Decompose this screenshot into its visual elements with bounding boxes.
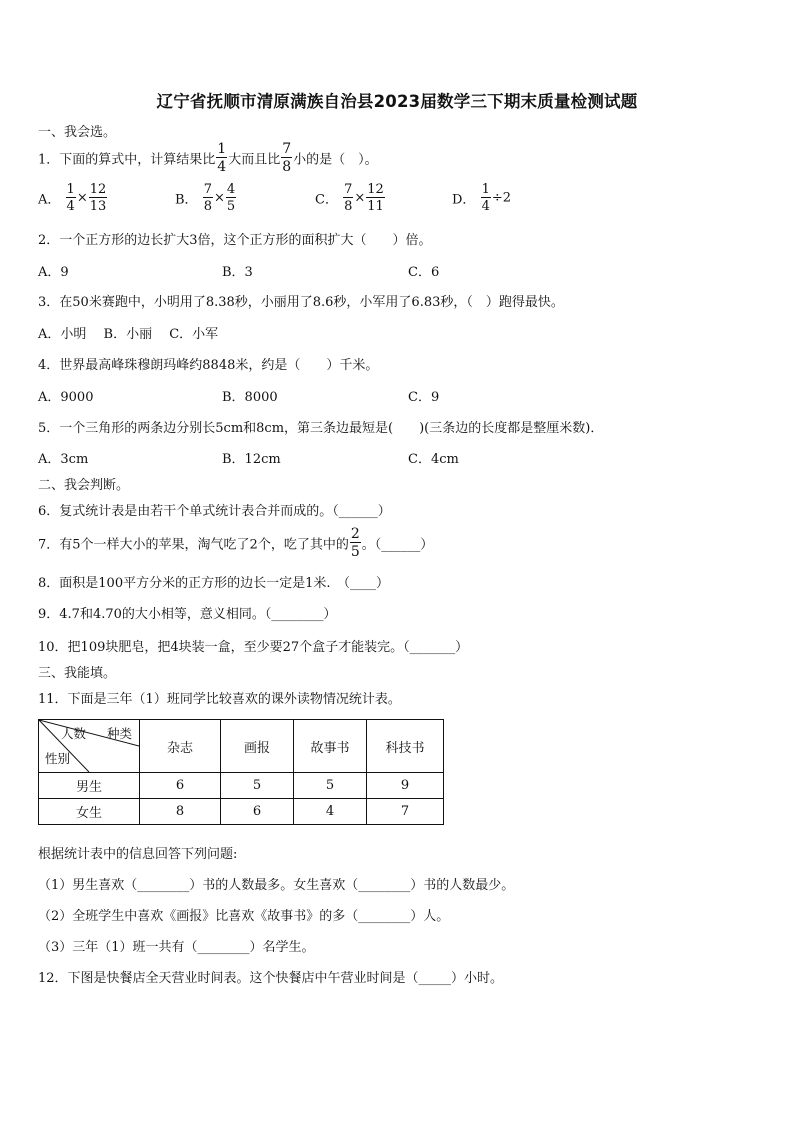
question-2: 2．一个正方形的边长扩大3倍，这个正方形的面积扩大（ ）倍。 [38, 233, 432, 248]
q1-option-b: B． $\frac{7}{8}$ × $\frac{4}{5}$ [175, 182, 236, 214]
question-8: 8．面积是100平方分米的正方形的边长一定是1米. （____） [38, 576, 389, 591]
q4-option-a: A．9000 [38, 390, 94, 405]
q5-option-c: C．4cm [408, 452, 459, 467]
q5-option-a: A．3cm [38, 452, 89, 467]
q11-instruction: 根据统计表中的信息回答下列问题: [38, 847, 238, 862]
q1-option-c: C． $\frac{7}{8}$ × $\frac{12}{11}$ [315, 182, 384, 214]
statistics-table [38, 719, 444, 825]
column-header: 科技书 [367, 720, 444, 773]
question-12: 12．下图是快餐店全天营业时间表。这个快餐店中午营业时间是（_____）小时。 [38, 971, 504, 986]
q11-sub-3: （3）三年（1）班一共有（________）名学生。 [38, 940, 315, 955]
question-11: 11．下面是三年（1）班同学比较喜欢的课外读物情况统计表。 [38, 692, 401, 707]
diag-label-count: 人数 [61, 726, 87, 741]
table-cell: 6 [221, 799, 294, 825]
q11-sub-2: （2）全班学生中喜欢《画报》比喜欢《故事书》的多（________）人。 [38, 909, 450, 924]
table-cell: 5 [221, 773, 294, 799]
question-6: 6．复式统计表是由若干个单式统计表合并而成的。（______） [38, 504, 391, 519]
table-cell: 8 [140, 799, 221, 825]
q2-option-c: C．6 [408, 265, 440, 280]
table-row [39, 799, 444, 825]
column-header: 画报 [221, 720, 294, 773]
q3-options: A．小明 B．小丽 C．小军 [38, 327, 219, 342]
section-heading-1: 一、我会选。 [38, 125, 117, 140]
question-3: 3．在50米赛跑中，小明用了8.38秒，小丽用了8.6秒，小军用了6.83秒，（ ）跑得最快。 [38, 295, 564, 310]
section-heading-3: 三、我能填。 [38, 666, 117, 681]
question-1: 1．下面的算式中，计算结果比 $\frac{1}{4}$ 大而且比 $\frac{7}{8}$ 小的是（ ）。 [38, 141, 378, 175]
column-header: 杂志 [140, 720, 221, 773]
fraction: $\frac{1}{4}$ [217, 141, 227, 175]
q1-option-d: D． $\frac{1}{4}$ ÷2 [452, 182, 512, 214]
column-header: 故事书 [294, 720, 367, 773]
q4-option-c: C．9 [408, 390, 440, 405]
row-label: 男生 [39, 773, 140, 799]
q2-option-b: B．3 [222, 265, 253, 280]
q1-option-a: A． $\frac{1}{4}$ × $\frac{12}{13}$ [38, 182, 107, 214]
question-9: 9．4.7和4.70的大小相等，意义相同。（________） [38, 607, 337, 622]
fraction: $\frac{7}{8}$ [282, 141, 292, 175]
fraction: $\frac{2}{5}$ [350, 526, 360, 560]
q11-sub-1: （1）男生喜欢（________）书的人数最多。女生喜欢（________）书的人数最少。 [38, 878, 515, 893]
question-10: 10．把109块肥皂，把4块装一盒，至少要27个盒子才能装完。（_______） [38, 640, 469, 655]
section-heading-2: 二、我会判断。 [38, 478, 130, 493]
question-7: 7．有5个一样大小的苹果，淘气吃了2个，吃了其中的 $\frac{2}{5}$ 。（______） [38, 526, 434, 560]
question-5: 5．一个三角形的两条边分别长5cm和8cm，第三条边最短是( )(三条边的长度都是整厘米数)． [38, 421, 604, 436]
table-row [39, 773, 444, 799]
diag-label-category: 种类 [107, 726, 133, 741]
table-cell: 4 [294, 799, 367, 825]
row-label: 女生 [39, 799, 140, 825]
table-header-diagonal-cell [39, 720, 140, 773]
table-cell: 9 [367, 773, 444, 799]
table-cell: 6 [140, 773, 221, 799]
q4-option-b: B．8000 [222, 390, 278, 405]
question-4: 4．世界最高峰珠穆朗玛峰约8848米，约是（ ）千米。 [38, 358, 379, 373]
diag-label-gender: 性别 [45, 751, 71, 766]
q2-option-a: A．9 [38, 265, 69, 280]
q5-option-b: B．12cm [222, 452, 281, 467]
table-cell: 7 [367, 799, 444, 825]
table-cell: 5 [294, 773, 367, 799]
page-title: 辽宁省抚顺市清原满族自治县2023届数学三下期末质量检测试题 [156, 92, 638, 111]
